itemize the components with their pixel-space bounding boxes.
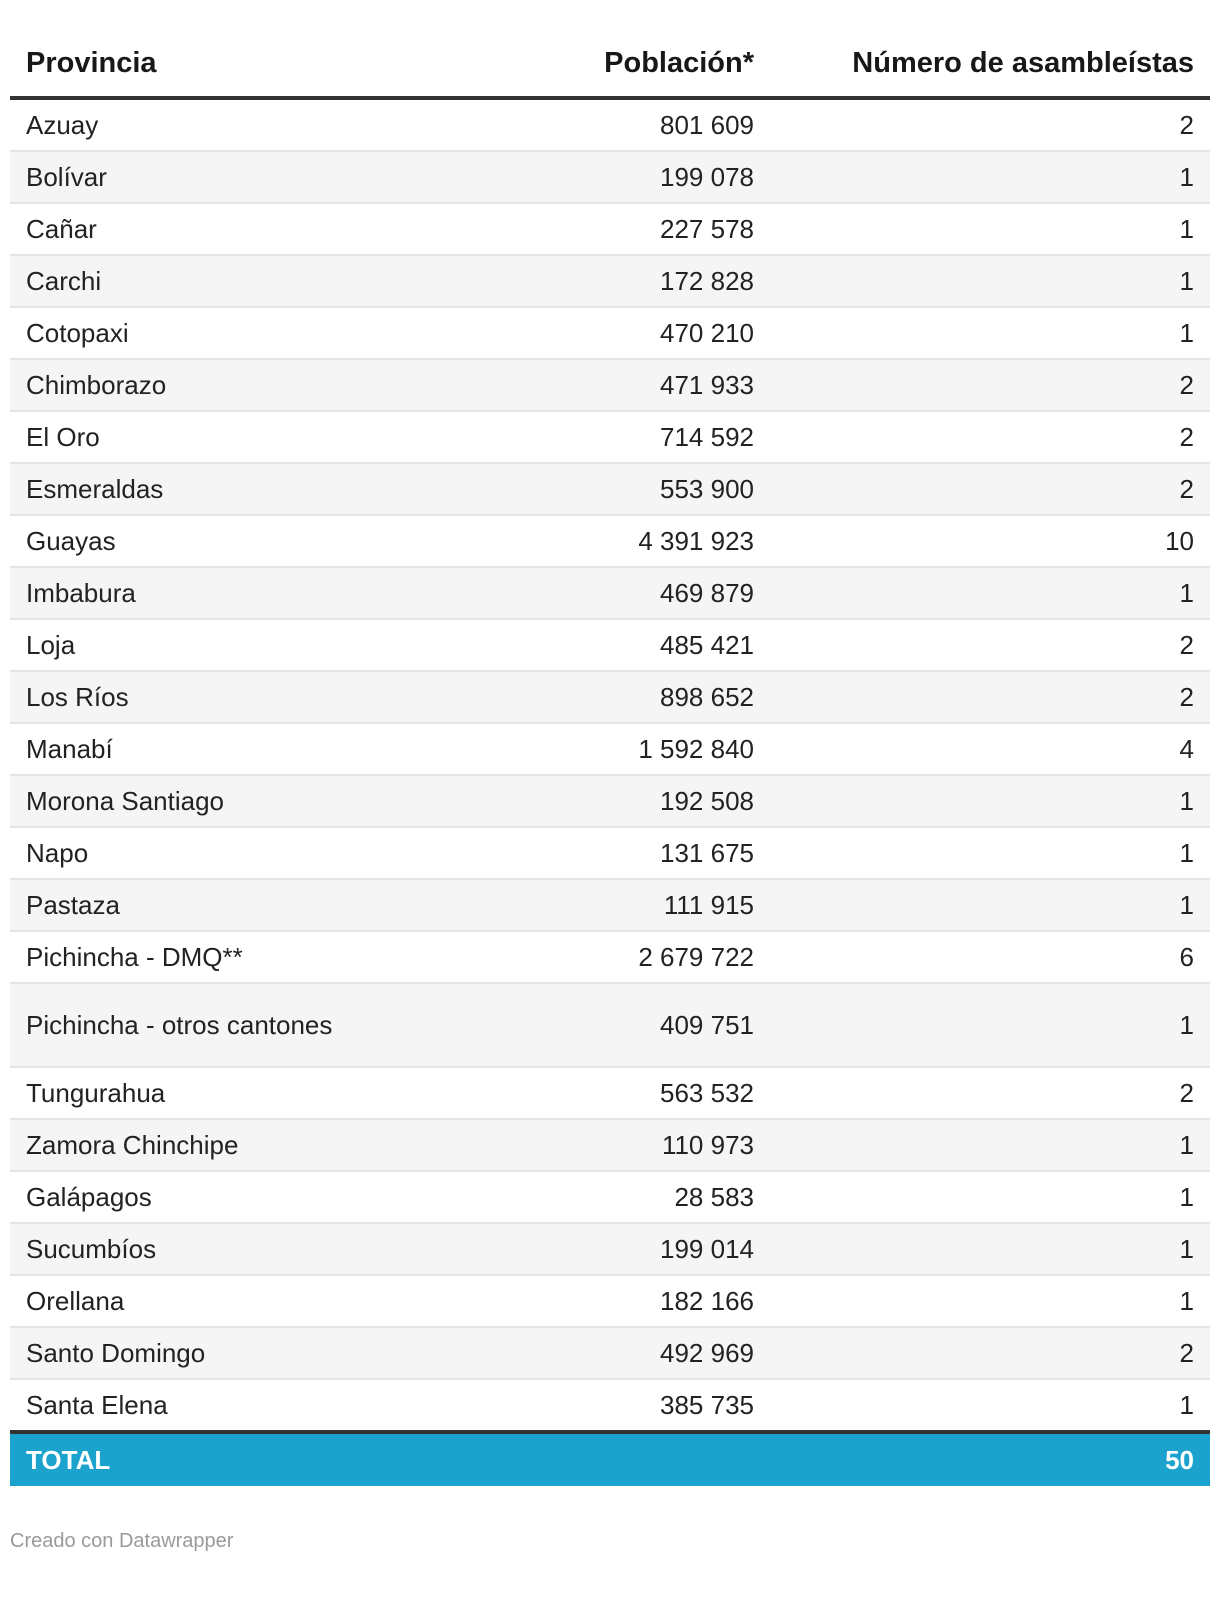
members-cell: 2 [770, 98, 1210, 151]
province-cell: Pastaza [10, 879, 390, 931]
population-cell: 192 508 [390, 775, 770, 827]
members-cell: 2 [770, 1327, 1210, 1379]
population-cell: 110 973 [390, 1119, 770, 1171]
members-cell: 2 [770, 411, 1210, 463]
province-cell: Azuay [10, 98, 390, 151]
province-cell: Napo [10, 827, 390, 879]
province-cell: Los Ríos [10, 671, 390, 723]
table-row [10, 1379, 1210, 1432]
province-cell: Santo Domingo [10, 1327, 390, 1379]
table-row [10, 151, 1210, 203]
province-cell: Manabí [10, 723, 390, 775]
members-cell: 1 [770, 1119, 1210, 1171]
table-row [10, 827, 1210, 879]
table-row [10, 931, 1210, 983]
members-cell: 1 [770, 151, 1210, 203]
table-row [10, 515, 1210, 567]
header-members[interactable]: Número de asambleístas [770, 30, 1210, 98]
table-row [10, 1067, 1210, 1119]
population-cell: 563 532 [390, 1067, 770, 1119]
table-row [10, 255, 1210, 307]
header-row [10, 30, 1210, 98]
header-population[interactable]: Población* [390, 30, 770, 98]
members-cell: 1 [770, 567, 1210, 619]
population-cell: 485 421 [390, 619, 770, 671]
population-cell: 182 166 [390, 1275, 770, 1327]
table-row [10, 775, 1210, 827]
population-cell: 199 078 [390, 151, 770, 203]
source-credit: Creado con Datawrapper [10, 1530, 234, 1552]
population-cell: 553 900 [390, 463, 770, 515]
province-cell: Orellana [10, 1275, 390, 1327]
province-cell: El Oro [10, 411, 390, 463]
total-row [10, 1432, 1210, 1486]
table-row [10, 463, 1210, 515]
province-cell: Bolívar [10, 151, 390, 203]
province-cell: Pichincha - DMQ** [10, 931, 390, 983]
members-cell: 6 [770, 931, 1210, 983]
table-row [10, 723, 1210, 775]
province-cell: Morona Santiago [10, 775, 390, 827]
table-row [10, 203, 1210, 255]
data-table-container [10, 30, 1210, 1486]
members-cell: 1 [770, 1275, 1210, 1327]
population-cell: 199 014 [390, 1223, 770, 1275]
population-cell: 2 679 722 [390, 931, 770, 983]
province-cell: Chimborazo [10, 359, 390, 411]
population-cell: 469 879 [390, 567, 770, 619]
population-cell: 385 735 [390, 1379, 770, 1432]
province-cell: Cotopaxi [10, 307, 390, 359]
population-cell: 714 592 [390, 411, 770, 463]
members-cell: 1 [770, 775, 1210, 827]
province-cell: Cañar [10, 203, 390, 255]
table-row [10, 411, 1210, 463]
table-row [10, 879, 1210, 931]
header-province[interactable]: Provincia [10, 30, 390, 98]
population-cell: 131 675 [390, 827, 770, 879]
province-cell: Esmeraldas [10, 463, 390, 515]
table-row [10, 983, 1210, 1067]
province-cell: Loja [10, 619, 390, 671]
table-row [10, 1171, 1210, 1223]
province-cell: Tungurahua [10, 1067, 390, 1119]
table-row [10, 1327, 1210, 1379]
members-cell: 1 [770, 255, 1210, 307]
members-cell: 2 [770, 359, 1210, 411]
population-cell: 470 210 [390, 307, 770, 359]
population-cell: 227 578 [390, 203, 770, 255]
total-label: TOTAL [10, 1432, 390, 1486]
table-row [10, 671, 1210, 723]
assembly-members-table [10, 30, 1210, 1486]
members-cell: 4 [770, 723, 1210, 775]
table-body [10, 98, 1210, 1432]
table-row [10, 619, 1210, 671]
population-cell: 1 592 840 [390, 723, 770, 775]
province-cell: Pichincha - otros cantones [10, 983, 390, 1067]
province-cell: Imbabura [10, 567, 390, 619]
province-cell: Zamora Chinchipe [10, 1119, 390, 1171]
table-row [10, 98, 1210, 151]
total-members: 50 [770, 1432, 1210, 1486]
members-cell: 1 [770, 827, 1210, 879]
population-cell: 172 828 [390, 255, 770, 307]
population-cell: 492 969 [390, 1327, 770, 1379]
population-cell: 409 751 [390, 983, 770, 1067]
population-cell: 471 933 [390, 359, 770, 411]
table-row [10, 359, 1210, 411]
table-row [10, 567, 1210, 619]
population-cell: 28 583 [390, 1171, 770, 1223]
population-cell: 898 652 [390, 671, 770, 723]
members-cell: 1 [770, 1171, 1210, 1223]
table-row [10, 1275, 1210, 1327]
members-cell: 2 [770, 463, 1210, 515]
province-cell: Sucumbíos [10, 1223, 390, 1275]
members-cell: 2 [770, 1067, 1210, 1119]
members-cell: 2 [770, 619, 1210, 671]
table-row [10, 1119, 1210, 1171]
members-cell: 1 [770, 203, 1210, 255]
table-header [10, 30, 1210, 98]
members-cell: 1 [770, 1379, 1210, 1432]
table-row [10, 307, 1210, 359]
population-cell: 4 391 923 [390, 515, 770, 567]
population-cell: 801 609 [390, 98, 770, 151]
province-cell: Santa Elena [10, 1379, 390, 1432]
province-cell: Guayas [10, 515, 390, 567]
population-cell: 111 915 [390, 879, 770, 931]
members-cell: 2 [770, 671, 1210, 723]
members-cell: 1 [770, 307, 1210, 359]
members-cell: 1 [770, 1223, 1210, 1275]
table-footer [10, 1432, 1210, 1486]
members-cell: 1 [770, 879, 1210, 931]
members-cell: 1 [770, 983, 1210, 1067]
total-population [390, 1432, 770, 1486]
members-cell: 10 [770, 515, 1210, 567]
table-row [10, 1223, 1210, 1275]
province-cell: Galápagos [10, 1171, 390, 1223]
province-cell: Carchi [10, 255, 390, 307]
